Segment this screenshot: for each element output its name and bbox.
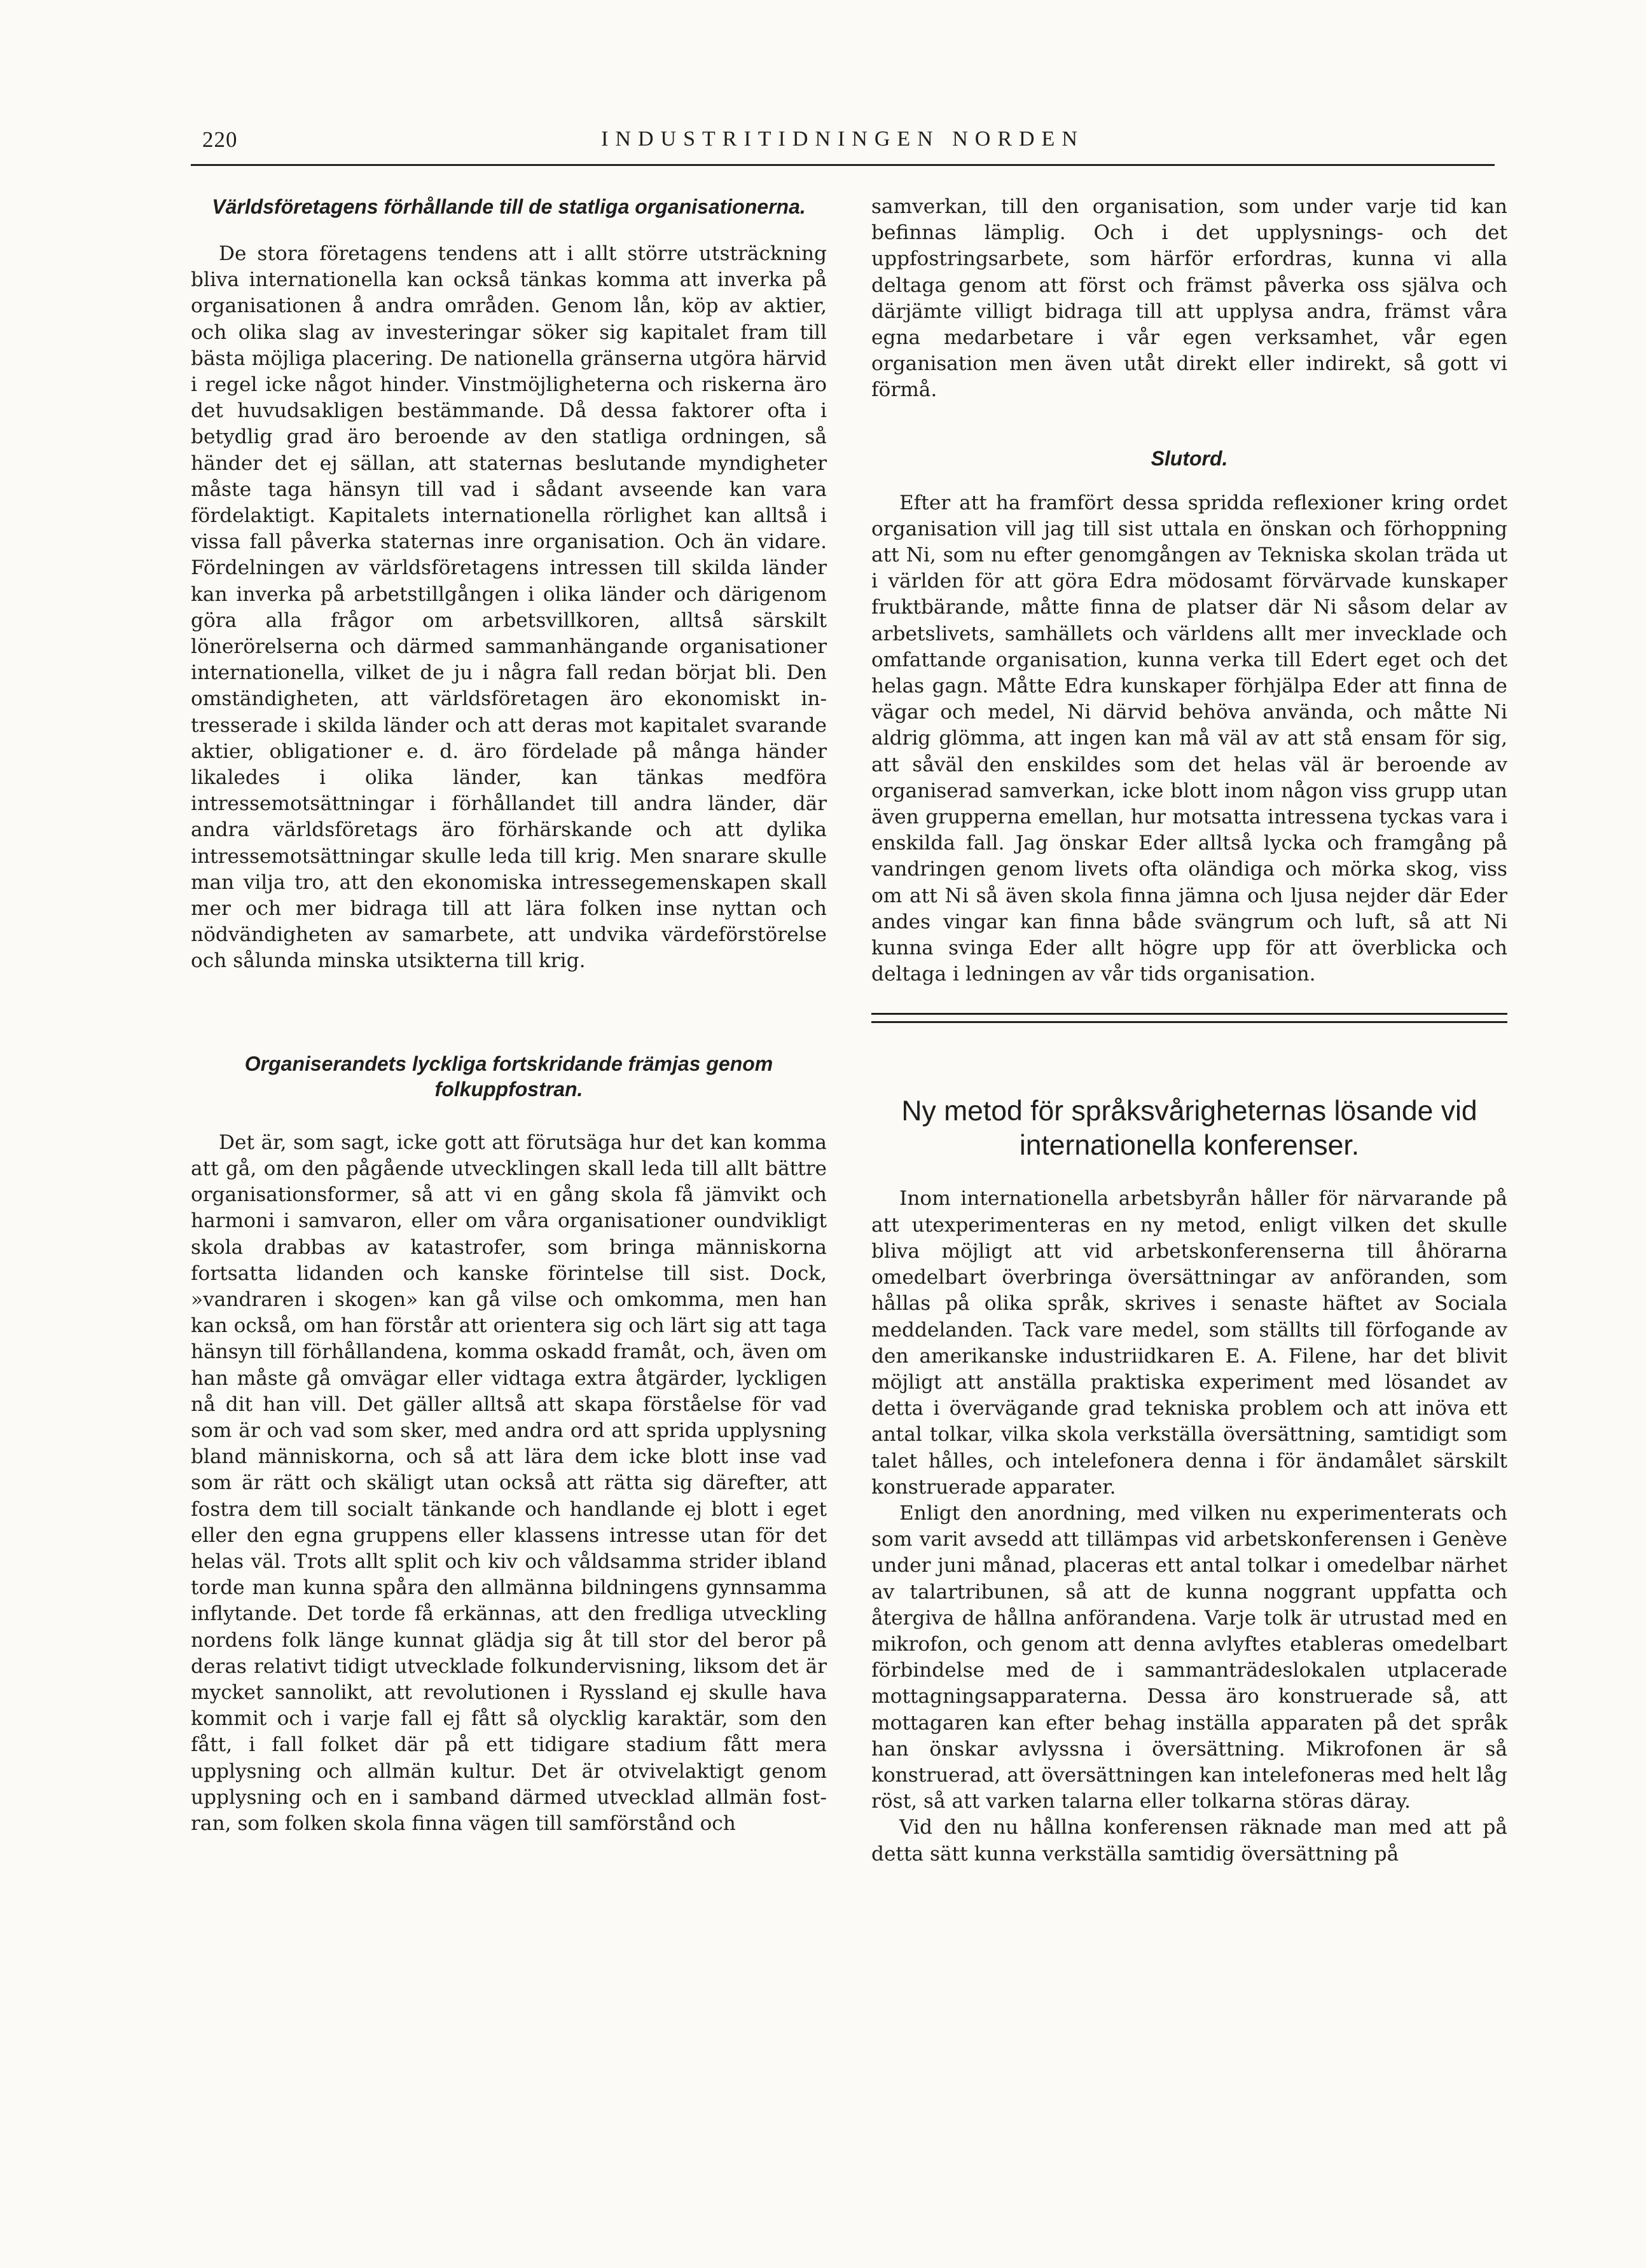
- section-heading-folk-education: Organiserandets lyckliga fortskridande främjas genom folkuppfostran.: [244, 1052, 773, 1101]
- left-column: [191, 194, 827, 1837]
- article-paragraph-1: Inom internationella arbetsbyrån håller för närvarande på att utexperimenteras en ny metod, enligt vilken det skulle bliva möjligt att vid arbetskonferenserna till åhörarna omedelbart överbringa översättningar av anföranden, som hållas på olika språk, skrives i senaste häftet av Sociala meddelanden. Tack vare medel, som ställts till förfogande av den amerikanske industriidkaren E. A. Filene, har det blivit möjligt att anställa praktiska experiment med lösandet av detta i övervägande grad tekniska problem och att inöva ett antal tolkar, vilka skola verkställa översättning, samtidigt som talet hålles, och intelefonera denna i för ändamålet särskilt konstruerade apparater.: [871, 1187, 1507, 1499]
- article-paragraph-3: Vid den nu hållna konferensen räknade man med att på detta sätt kunna verkställa samtidig översättning på: [871, 1816, 1507, 1866]
- journal-title: INDUSTRITIDNINGEN NORDEN: [601, 127, 1084, 151]
- article-paragraph-2: Enligt den anordning, med vilken nu experimenterats och som varit avsedd att tillämpas vid arbetskonferensen i Genève under juni månad, placeras ett antal tolkar i omedelbar närhet av talartribunen, så att de kunna noggrant uppfatta och återgiva de hållna anförandena. Varje tolk är utrustad med en mikrofon, och genom att denna avlyftes etableras omedelbart förbindelse med de i sammanträdeslokalen utplacerade mottagningsapparaterna. Dessa äro konstruerade så, att mottagaren kan efter behag inställa apparaten på det språk han önskar avlyssna i översättning. Mikrofonen är så konstruerad, att översättningen kan intelefoneras med helt låg röst, så att varken talarna eller tolkarna störas däray.: [871, 1501, 1507, 1813]
- paragraph-world-companies: De stora företagens tendens att i allt större utsträckning bliva internationella kan också tänkas komma att inverka på organisationen å andra områden. Genom lån, köp av aktier, och olika slag av investeringar söker sig kapitalet fram till bästa möjliga placering. De nationella gränserna utgöra härvid i regel icke något hinder. Vinstmöjligheterna och riskerna äro det huvudsakligen bestämmande. Då dessa faktorer ofta i betydlig grad äro beroende av den statliga ordningen, så händer det ej sällan, att staternas beslutande myndigheter måste taga hänsyn till vad i sådant avseende kan vara fördelaktigt. Kapitalets internationella rörlighet kan alltså i vissa fall påverka staternas inre organisation. Och än vidare. Fördelningen av världsföretagens intressen till skilda länder kan inverka på arbetstillgången i olika länder och därigenom göra alla frågor om arbetsvillkoren, alltså särskilt lönerörelserna och därmed sammanhängande organisationer internationella, vilket de ju i några fall redan börjat bli. Den omständigheten, att världsföretagen äro ekonomiskt intresserade i skilda länder och att deras mot kapitalet svarande aktier, obligationer e. d. äro fördelade på många händer likaledes i olika länder, kan tänkas medföra intressemotsättningar i förhållandet till andra länder, där andra världsföretags äro förhärskande och att dylika intressemotsättningar skulle leda till krig. Men snarare skulle man vilja tro, att den ekonomiska intressegemenskapen skall mer och mer bidraga till att lära folken inse nyttan och nödvändigheten av samarbete, att undvika värdeförstörelse och sålunda minska utsikterna till krig.: [191, 242, 827, 973]
- paragraph-folk-education: Det är, som sagt, icke gott att förutsäga hur det kan komma att gå, om den pågående utvecklingen skall leda till allt bättre organisationsformer, så att vi en gång skola få jämvikt och harmoni i samvaron, eller om våra organisationer oundvikligt skola drabbas av katastrofer, som bringa människorna fortsatta lidanden och kanske förintelse till sist. Dock, »vandraren i skogen» kan gå vilse och omkomma, men han kan också, om han förstår att orientera sig och lärt sig att taga hänsyn till förhållandena, komma oskadd framåt, och, även om han måste gå omvägar eller vidtaga extra åtgärder, lyckligen nå dit han vill. Det gäller alltså att skapa förståelse för vad som är och vad som sker, med andra ord att sprida upplysning bland människorna, och så att lära dem icke blott inse vad som är rätt och skäligt utan också att rätta sig därefter, att fostra dem till socialt tänkande och handlande ej blott i eget eller den egna gruppens eller klassens intresse utan för det helas väl. Trots allt split och kiv och våldsamma strider ibland torde man kunna spåra den allmänna bildningens gynnsamma inflytande. Det torde få erkännas, att den fredliga utveckling nordens folk länge kunnat glädja sig åt till stor del beror på deras relativt tidigt utvecklade folkundervisning, liksom det är mycket sannolikt, att revolutionen i Ryssland ej skulle hava kommit och i varje fall ej fått så olycklig karaktär, som den fått, i fall folket där på ett tidigare stadium fått mera upplysning och allmän kultur. Det är otvivelaktigt genom upplysning och en i samband därmed utvecklad allmän fostran, som folken skola finna vägen till samförstånd och: [191, 1131, 827, 1835]
- paragraph-continuation: samverkan, till den organisation, som under varje tid kan befinnas lämplig. Och i det upplysnings- och det uppfostringsarbete, som härför erfordras, kunna vi alla deltaga genom att först och främst påverka oss själva och därjämte villigt bidraga till att upplysa andra, främst våra egna medarbetare i vår egen verksamhet, vår egen organisation men även utåt direkt eller indirekt, så gott vi förmå.: [871, 195, 1507, 402]
- double-rule-divider: [871, 1013, 1507, 1023]
- page-number: 220: [202, 127, 238, 152]
- right-column: [871, 194, 1507, 1867]
- header-rule: [191, 164, 1495, 166]
- paragraph-slutord: Efter att ha framfört dessa spridda reflexioner kring ordet organisation vill jag till sist uttala en önskan och förhoppning att Ni, som nu efter genomgången av Tekniska skolan träda ut i världen för att göra Edra mödosamt förvärvade kunskaper fruktbärande, måtte finna de platser där Ni såsom delar av arbetslivets, samhällets och världens allt mer invecklade och omfattande organisation, kunna verka till Edert eget och det helas gagn. Måtte Edra kunskaper förhjälpa Eder att finna de vägar och medel, Ni därvid behöva använda, och måtte Ni aldrig glömma, att ingen kan må väl av att stå ensam för sig, att såväl den enskildes som det helas väl är beroende av organiserad samverkan, icke blott inom någon viss grupp utan även grupperna emellan, hur motsatta intressena tyckas vara i enskilda fall. Jag önskar Eder alltså lycka och framgång på vandringen genom livets ofta oländiga och mörka skog, viss om att Ni så även skola finna jämna och ljusa nejder där Eder andes vingar kan finna både svängrum och luft, så att Ni kunna svinga Eder allt högre upp för att överblicka och deltaga i ledningen av vår tids organisation.: [871, 491, 1507, 986]
- page-header: [191, 127, 1495, 165]
- section-heading-world-companies: Världsföretagens förhållande till de statliga organisationerna.: [212, 195, 806, 218]
- article-title: Ny metod för språksvårigheternas lösande vid internationella konferenser.: [901, 1096, 1477, 1162]
- section-heading-slutord: Slutord.: [1151, 446, 1228, 470]
